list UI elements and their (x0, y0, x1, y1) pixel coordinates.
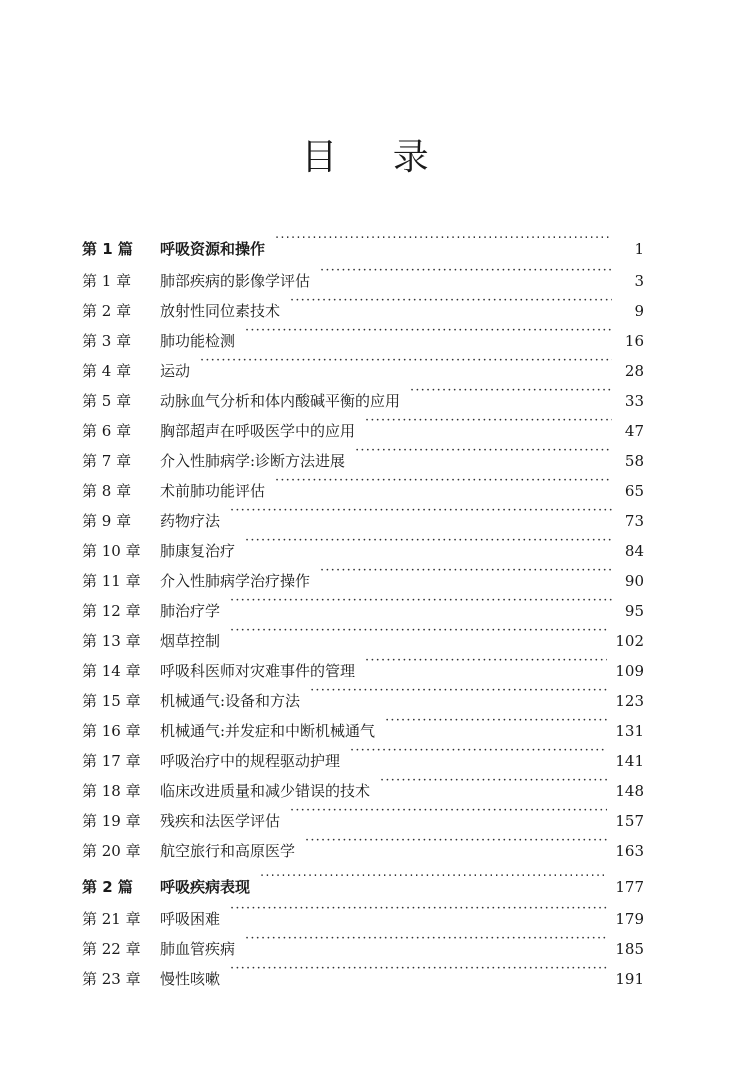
toc-entry-page: 84 (624, 542, 644, 560)
toc-dot-leader (290, 286, 612, 316)
toc-entry-page: 191 (615, 970, 644, 988)
toc-entry-number: 第 12 章 (82, 602, 141, 620)
toc-entry-title: 介入性肺病学治疗操作 (160, 572, 311, 590)
toc-dot-leader (355, 436, 612, 466)
toc-entry-title: 术前肺功能评估 (160, 482, 266, 500)
toc-entry-page: 179 (615, 910, 644, 928)
toc-entry-title: 药物疗法 (160, 512, 221, 530)
toc-entry-page: 123 (615, 692, 644, 710)
toc-dot-leader (230, 616, 607, 646)
toc-dot-leader (230, 954, 607, 984)
toc-entry-title: 肺血管疾病 (160, 940, 236, 958)
toc-entry-title: 放射性同位素技术 (160, 302, 281, 320)
toc-entry-number: 第 6 章 (82, 422, 132, 440)
toc-entry-title: 航空旅行和高原医学 (160, 842, 296, 860)
toc-entry-number: 第 19 章 (82, 812, 141, 830)
toc-dot-leader (365, 406, 612, 436)
toc-entry-title: 残疾和法医学评估 (160, 812, 281, 830)
toc-entry-page: 33 (624, 392, 644, 410)
toc-entry-page: 1 (634, 240, 644, 258)
toc-entry-number: 第 16 章 (82, 722, 141, 740)
toc-entry-page: 163 (615, 842, 644, 860)
toc-entry-page: 3 (634, 272, 644, 290)
toc-entry-title: 呼吸资源和操作 (160, 240, 266, 258)
toc-entry-number: 第 4 章 (82, 362, 132, 380)
toc-entry-title: 运动 (160, 362, 191, 380)
toc-entry-number: 第 15 章 (82, 692, 141, 710)
page-title: 目 录 (301, 137, 451, 178)
toc-entry-number: 第 22 章 (82, 940, 141, 958)
toc-dot-leader (245, 526, 612, 556)
toc-entry-number: 第 11 章 (82, 572, 141, 590)
toc-entry-number: 第 1 篇 (82, 240, 133, 258)
toc-part-entry[interactable] (82, 224, 644, 258)
toc-entry-title: 临床改进质量和减少错误的技术 (160, 782, 371, 800)
toc-entry-number: 第 17 章 (82, 752, 141, 770)
toc-entry-page: 109 (615, 662, 644, 680)
toc-entry-number: 第 21 章 (82, 910, 141, 928)
toc-dot-leader (200, 346, 612, 376)
toc-dot-leader (365, 646, 607, 676)
toc-entry-page: 65 (624, 482, 644, 500)
toc-entry-page: 177 (615, 878, 644, 896)
toc-entry-title: 慢性咳嗽 (160, 970, 221, 988)
toc-entry-title: 烟草控制 (160, 632, 221, 650)
toc-dot-leader (305, 826, 607, 856)
toc-entry-title: 介入性肺病学:诊断方法进展 (160, 452, 346, 470)
toc-entry-number: 第 10 章 (82, 542, 141, 560)
toc-entry-page: 90 (624, 572, 644, 590)
toc-entry-title: 肺功能检测 (160, 332, 236, 350)
toc-dot-leader (385, 706, 607, 736)
toc-entry-page: 16 (624, 332, 644, 350)
toc-entry-title: 呼吸困难 (160, 910, 221, 928)
toc-entry-number: 第 3 章 (82, 332, 132, 350)
toc-dot-leader (350, 736, 607, 766)
toc-dot-leader (380, 766, 607, 796)
toc-dot-leader (290, 796, 607, 826)
toc-entry-title: 呼吸科医师对灾难事件的管理 (160, 662, 356, 680)
toc-entry-title: 呼吸治疗中的规程驱动护理 (160, 752, 341, 770)
toc-entry-title: 机械通气:并发症和中断机械通气 (160, 722, 376, 740)
toc-entry-title: 胸部超声在呼吸医学中的应用 (160, 422, 356, 440)
toc-dot-leader (245, 924, 607, 954)
toc-dot-leader (410, 376, 612, 406)
toc-entry-number: 第 13 章 (82, 632, 141, 650)
toc-entry-title: 动脉血气分析和体内酸碱平衡的应用 (160, 392, 401, 410)
toc-entry-title: 肺治疗学 (160, 602, 221, 620)
toc-dot-leader (320, 556, 612, 586)
toc-dot-leader (230, 496, 612, 526)
toc-entry-page: 148 (615, 782, 644, 800)
toc-dot-leader (275, 224, 612, 254)
toc-entry-page: 185 (615, 940, 644, 958)
toc-entry-number: 第 1 章 (82, 272, 132, 290)
toc-dot-leader (230, 586, 612, 616)
toc-entry-page: 157 (615, 812, 644, 830)
toc-entry-title: 呼吸疾病表现 (160, 878, 251, 896)
toc-entry-title: 肺部疾病的影像学评估 (160, 272, 311, 290)
toc-entry-number: 第 5 章 (82, 392, 132, 410)
toc-dot-leader (310, 676, 607, 706)
toc-entry-page: 47 (624, 422, 644, 440)
toc-entry-number: 第 18 章 (82, 782, 141, 800)
toc-entry-number: 第 2 章 (82, 302, 132, 320)
toc-dot-leader (245, 316, 612, 346)
toc-entry-page: 131 (615, 722, 644, 740)
toc-part-entry[interactable] (82, 862, 644, 896)
toc-entry-number: 第 8 章 (82, 482, 132, 500)
toc-entry-number: 第 7 章 (82, 452, 132, 470)
toc-entry-title: 肺康复治疗 (160, 542, 236, 560)
toc-entry-page: 141 (615, 752, 644, 770)
toc-dot-leader (275, 466, 612, 496)
toc-entry-number: 第 9 章 (82, 512, 132, 530)
toc-entry-page: 102 (615, 632, 644, 650)
toc-entry-number: 第 20 章 (82, 842, 141, 860)
toc-entry-page: 73 (624, 512, 644, 530)
toc-entry-page: 9 (634, 302, 644, 320)
toc-dot-leader (260, 862, 607, 892)
toc-entry-page: 58 (624, 452, 644, 470)
toc-entry-number: 第 2 篇 (82, 878, 133, 896)
toc-entry-title: 机械通气:设备和方法 (160, 692, 301, 710)
toc-dot-leader (320, 256, 612, 286)
table-of-contents (82, 224, 644, 988)
toc-entry-page: 28 (624, 362, 644, 380)
toc-entry-number: 第 23 章 (82, 970, 141, 988)
toc-entry-number: 第 14 章 (82, 662, 141, 680)
toc-dot-leader (230, 894, 607, 924)
toc-entry-page: 95 (624, 602, 644, 620)
